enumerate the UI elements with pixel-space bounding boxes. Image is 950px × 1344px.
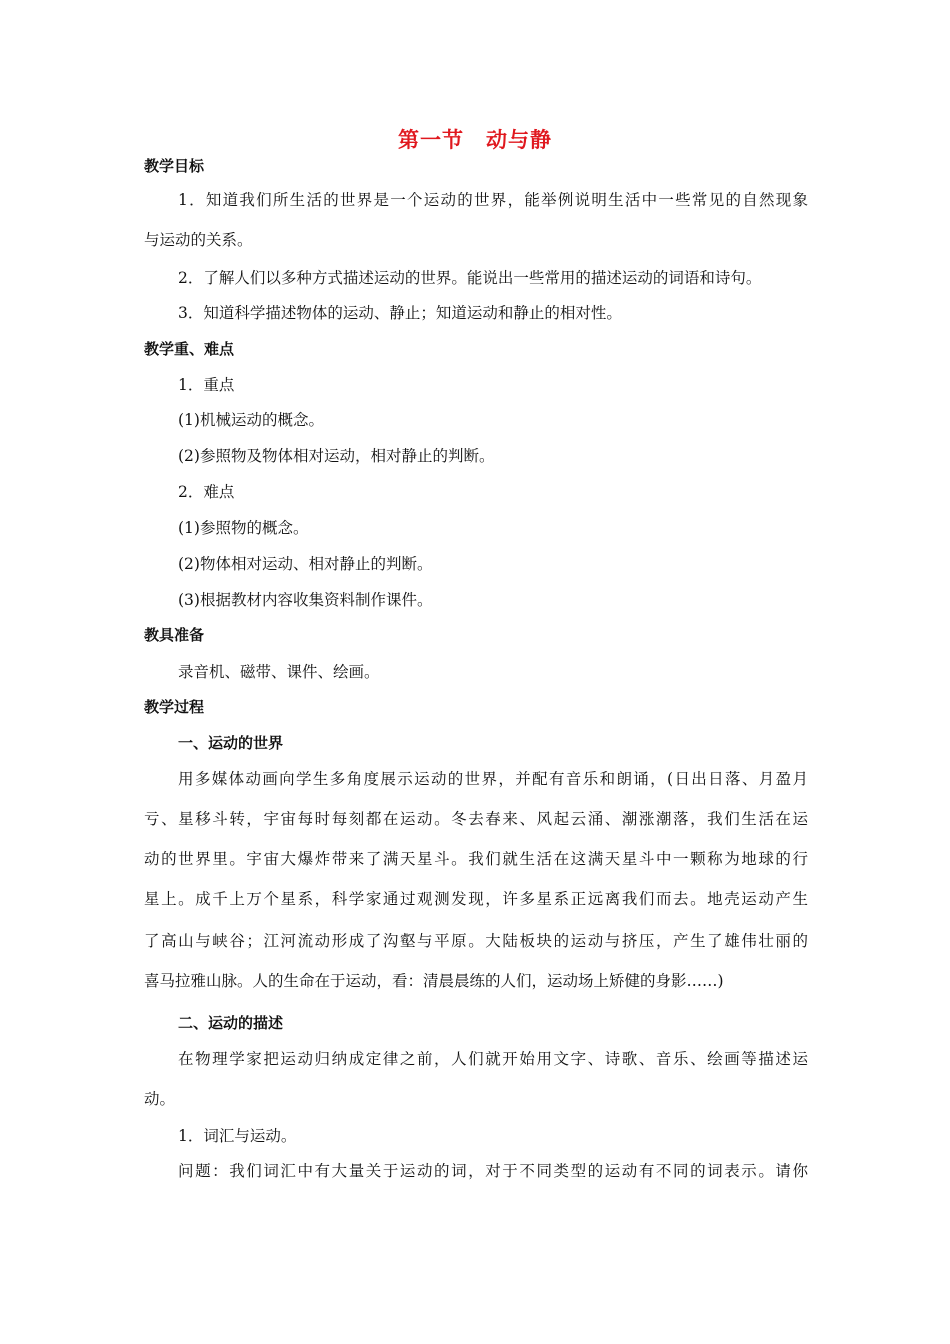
key-point-line: (2)参照物及物体相对运动，相对静止的判断。	[178, 447, 495, 465]
objective-3: 3．知道科学描述物体的运动、静止；知道运动和静止的相对性。	[178, 304, 622, 322]
heading-objectives: 教学目标	[144, 157, 205, 175]
part2-line: 在物理学家把运动归纳成定律之前，人们就开始用文字、诗歌、音乐、绘画等描述运	[178, 1050, 808, 1068]
heading-part1: 一、运动的世界	[178, 734, 284, 752]
heading-part2: 二、运动的描述	[178, 1014, 284, 1032]
part2-line: 问题：我们词汇中有大量关于运动的词，对于不同类型的运动有不同的词表示。请你	[178, 1162, 808, 1180]
part1-line: 了高山与峡谷；江河流动形成了沟壑与平原。大陆板块的运动与挤压，产生了雄伟壮丽的	[144, 932, 808, 950]
objective-2: 2．了解人们以多种方式描述运动的世界。能说出一些常用的描述运动的词语和诗句。	[178, 269, 762, 287]
heading-process: 教学过程	[144, 698, 205, 716]
part1-line: 亏、星移斗转，宇宙每时每刻都在运动。冬去春来、风起云涌、潮涨潮落，我们生活在运	[144, 810, 808, 828]
objective-1-cont: 与运动的关系。	[144, 231, 253, 249]
heading-materials: 教具准备	[144, 626, 205, 644]
key-point-line: (2)物体相对运动、相对静止的判断。	[178, 555, 433, 573]
part1-line: 喜马拉雅山脉。人的生命在于运动，看：清晨晨练的人们，运动场上矫健的身影……)	[144, 972, 724, 990]
key-point-line: 1．重点	[178, 376, 235, 394]
key-point-line: (1)机械运动的概念。	[178, 411, 324, 429]
part2-line: 动。	[144, 1090, 176, 1108]
heading-key-points: 教学重、难点	[144, 340, 235, 358]
key-point-line: (3)根据教材内容收集资料制作课件。	[178, 591, 433, 609]
page-title: 第一节 动与静	[398, 127, 552, 152]
objective-1: 1．知道我们所生活的世界是一个运动的世界，能举例说明生活中一些常见的自然现象	[178, 191, 808, 209]
part1-line: 用多媒体动画向学生多角度展示运动的世界，并配有音乐和朗诵，(日出日落、月盈月	[178, 770, 808, 788]
part1-line: 动的世界里。宇宙大爆炸带来了满天星斗。我们就生活在这满天星斗中一颗称为地球的行	[144, 850, 808, 868]
key-point-line: 2．难点	[178, 483, 235, 501]
part2-line: 1．词汇与运动。	[178, 1127, 297, 1145]
part1-line: 星上。成千上万个星系，科学家通过观测发现，许多星系正远离我们而去。地壳运动产生	[144, 890, 808, 908]
key-point-line: (1)参照物的概念。	[178, 519, 309, 537]
materials-text: 录音机、磁带、课件、绘画。	[178, 663, 380, 681]
